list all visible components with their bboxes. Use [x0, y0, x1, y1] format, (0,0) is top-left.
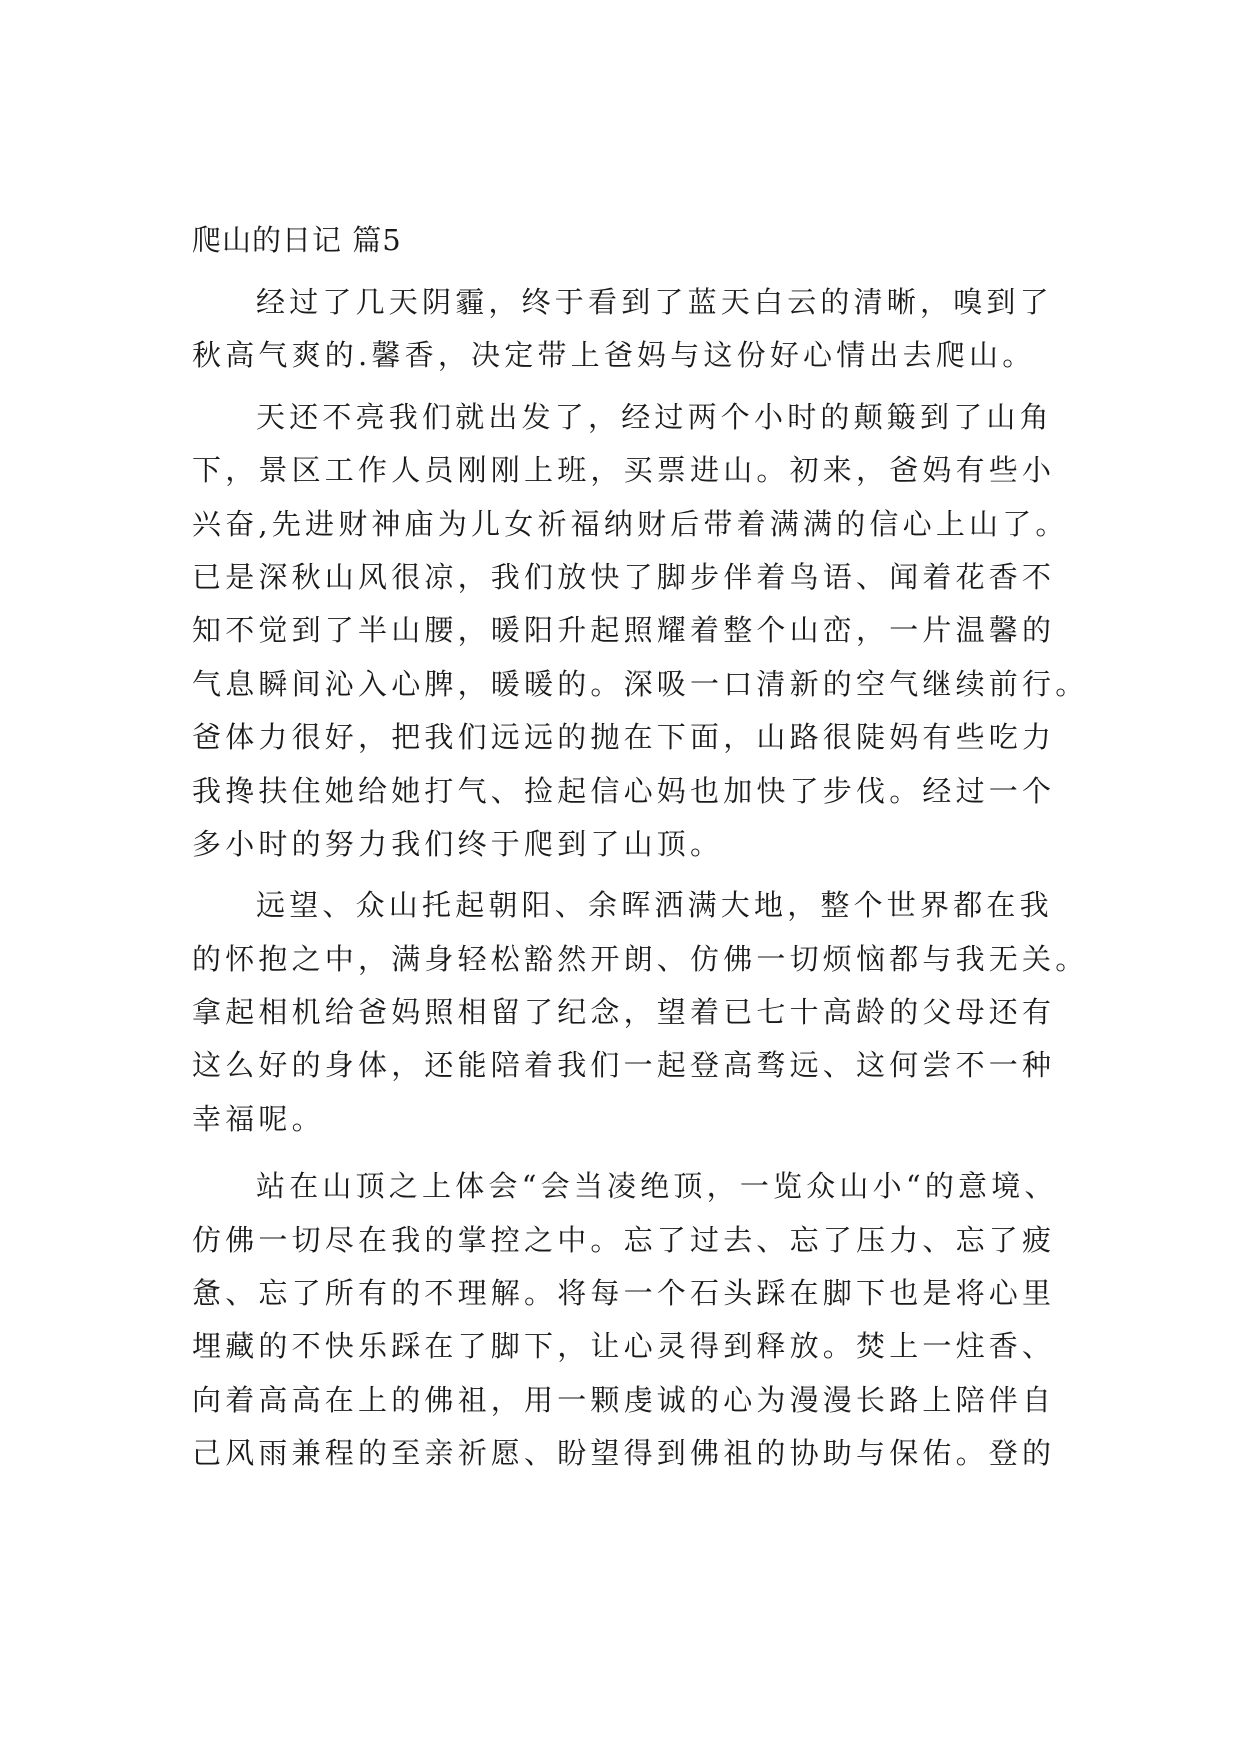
paragraph-1: [192, 276, 1052, 383]
text-line: 埋藏的不快乐踩在了脚下，让心灵得到释放。焚上一炷香、: [192, 1329, 1056, 1364]
text-line: 气息瞬间沁入心脾，暖暖的。深吸一口清新的空气继续前行。: [192, 666, 1089, 701]
text-line: 远望、众山托起朝阳、余晖洒满大地，整个世界都在我: [256, 888, 1053, 923]
text-line: 天还不亮我们就出发了，经过两个小时的颠簸到了山角: [256, 399, 1053, 434]
text-line: 我搀扶住她给她打气、捡起信心妈也加快了步伐。经过一个: [192, 773, 1056, 808]
text-line: 幸福呢。: [192, 1101, 325, 1136]
paragraph-3: [192, 879, 1089, 1146]
text-line: 兴奋,先进财神庙为儿女祈福纳财后带着满满的信心上山了。: [192, 506, 1069, 541]
text-line: 向着高高在上的佛祖，用一颗虔诚的心为漫漫长路上陪伴自: [192, 1382, 1056, 1417]
text-line: 已是深秋山风很凉，我们放快了脚步伴着鸟语、闻着花香不: [192, 559, 1056, 594]
text-line: 秋高气爽的.馨香，决定带上爸妈与这份好心情出去爬山。: [192, 338, 1036, 373]
text-line: 经过了几天阴霾，终于看到了蓝天白云的清晰，嗅到了: [256, 285, 1053, 319]
text-line: 仿佛一切尽在我的掌控之中。忘了过去、忘了压力、忘了疲: [192, 1222, 1056, 1257]
document-body: [192, 220, 1089, 1481]
text-line: 惫、忘了所有的不理解。将每一个石头踩在脚下也是将心里: [192, 1276, 1056, 1311]
text-line: 知不觉到了半山腰，暖阳升起照耀着整个山峦，一片温馨的: [192, 613, 1056, 648]
text-line: 拿起相机给爸妈照相留了纪念，望着已七十高龄的父母还有: [192, 995, 1056, 1030]
text-line: 爸体力很好，把我们远远的抛在下面，山路很陡妈有些吃力: [192, 720, 1056, 755]
text-line: 下，景区工作人员刚刚上班，买票进山。初来，爸妈有些小: [192, 453, 1056, 488]
paragraph-2: [192, 391, 1089, 872]
paragraph-4: [192, 1160, 1058, 1480]
text-line: 站在山顶之上体会“会当凌绝顶，一览众山小“的意境、: [256, 1169, 1058, 1204]
text-line: 多小时的努力我们终于爬到了山顶。: [192, 826, 724, 861]
text-line: 的怀抱之中，满身轻松豁然开朗、仿佛一切烦恼都与我无关。: [192, 941, 1089, 976]
text-line: 己风雨兼程的至亲祈愿、盼望得到佛祖的协助与保佑。登的: [192, 1436, 1056, 1471]
diary-title: 爬山的日记 篇5: [192, 223, 402, 257]
text-line: 这么好的身体，还能陪着我们一起登高骛远、这何尝不一种: [192, 1048, 1056, 1083]
